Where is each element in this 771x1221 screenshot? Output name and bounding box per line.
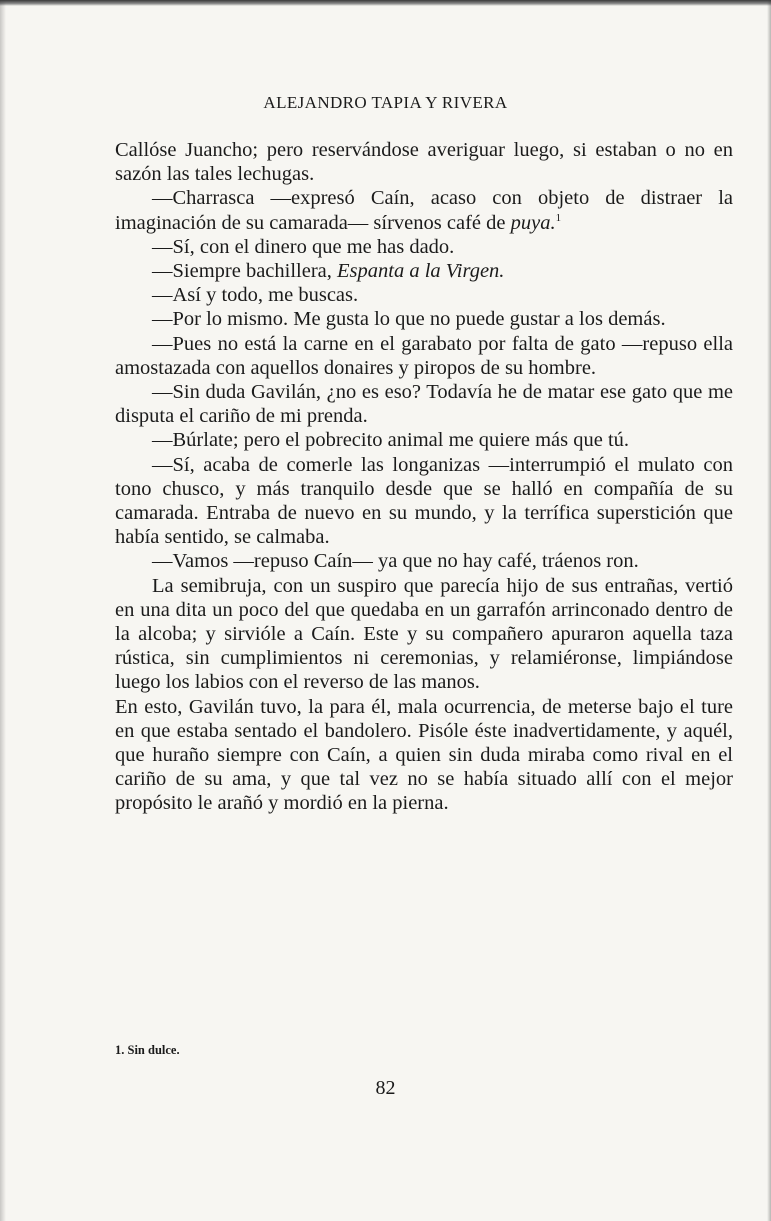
page-right-edge [767, 0, 771, 1221]
paragraph-p8: —Sin duda Gavilán, ¿no es eso? Todavía he de matar ese gato que me disputa el cariño de mi prenda. [115, 381, 733, 428]
paragraph-p10: —Sí, acaba de comerle las longanizas —interrumpió el mulato con tono chusco, y más tranquilo desde que se halló en compañía de su camarada. Entraba de nuevo en su mundo, y la terrífica superstición que había sentido, se calmaba. [115, 453, 733, 549]
body-text [115, 138, 733, 816]
running-head: ALEJANDRO TAPIA Y RIVERA [263, 93, 508, 112]
paragraph-p5: —Así y todo, me buscas. [152, 284, 359, 307]
paragraph-p11: —Vamos —repuso Caín— ya que no hay café, tráenos ron. [152, 550, 639, 573]
italic-espanta: Espanta a la Virgen. [337, 260, 505, 283]
paragraph-p2 [115, 186, 733, 234]
paragraph-p9: —Búrlate; pero el pobrecito animal me quiere más que tú. [152, 429, 630, 452]
page-number: 82 [375, 1077, 396, 1099]
paragraph-p4-text: —Siempre bachillera, [152, 260, 338, 283]
paragraph-p13: En esto, Gavilán tuvo, la para él, mala ocurrencia, de meterse bajo el ture en que estaba sentado el bandolero. Pisóle éste inadvertidamente, y aquél, que huraño siempre con Caín, a quien sin duda miraba como rival en el cariño de su ama, y que tal vez no se había situado allí con el mejor propósito le arañó y mordió en la pierna. [115, 695, 733, 815]
italic-puya: puya. [510, 211, 556, 234]
paragraph-p4 [115, 259, 733, 283]
page-top-edge [0, 0, 771, 6]
paragraph-p12: La semibruja, con un suspiro que parecía hijo de sus entrañas, vertió en una dita un poco del que quedaba en un garrafón arrinconado dentro de la alcoba; y sirvióle a Caín. Este y su compañero apuraron aquella taza rústica, sin cumplimientos ni ceremonias, y relamiéronse, limpiándose luego los labios con el reverso de las manos. [115, 574, 733, 694]
page-left-edge [0, 0, 6, 1221]
footnote-marker: 1 [555, 211, 562, 224]
footnote: 1. Sin dulce. [115, 1043, 180, 1057]
paragraph-p2-text: —Charrasca —expresó Caín, acaso con objeto de distraer la imaginación de su camarada— sírvenos café de [115, 187, 733, 234]
paragraph-p6: —Por lo mismo. Me gusta lo que no puede gustar a los demás. [152, 308, 666, 331]
paragraph-p1: Callóse Juancho; pero reservándose averiguar luego, si estaban o no en sazón las tales lechugas. [115, 139, 733, 186]
paragraph-p7: —Pues no está la carne en el garabato por falta de gato —repuso ella amostazada con aquellos donaires y piropos de su hombre. [115, 332, 733, 379]
paragraph-p3: —Sí, con el dinero que me has dado. [152, 235, 455, 258]
